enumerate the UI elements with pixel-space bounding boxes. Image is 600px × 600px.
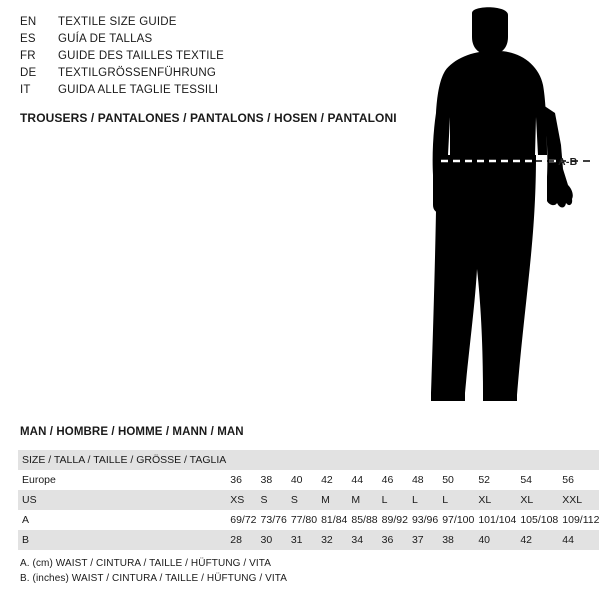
cell: M <box>317 490 347 510</box>
cell <box>257 450 287 470</box>
cell <box>347 450 377 470</box>
row-label: A <box>18 510 226 530</box>
table-row <box>18 510 599 530</box>
row-label: B <box>18 530 226 550</box>
cell: 42 <box>317 470 347 490</box>
cell <box>438 450 474 470</box>
language-title: GUIDA ALLE TAGLIE TESSILI <box>58 84 219 96</box>
table-group-title: MAN / HOMBRE / HOMME / MANN / MAN <box>20 426 244 438</box>
cell: L <box>378 490 408 510</box>
cell: 54 <box>516 470 558 490</box>
cell: 97/100 <box>438 510 474 530</box>
cell: 81/84 <box>317 510 347 530</box>
cell: S <box>287 490 317 510</box>
cell: 77/80 <box>287 510 317 530</box>
cell: 34 <box>347 530 377 550</box>
language-code: EN <box>20 16 37 28</box>
language-row <box>20 14 360 31</box>
language-title: TEXTILE SIZE GUIDE <box>58 16 177 28</box>
language-code: IT <box>20 84 31 96</box>
footnotes <box>20 556 287 586</box>
language-row <box>20 82 360 99</box>
language-row <box>20 65 360 82</box>
cell: XXL <box>558 490 599 510</box>
footnote-a: A. (cm) WAIST / CINTURA / TAILLE / HÜFTUNG / VITA <box>20 558 272 569</box>
language-code: ES <box>20 33 36 45</box>
cell: 38 <box>438 530 474 550</box>
cell <box>378 450 408 470</box>
cell: 38 <box>257 470 287 490</box>
language-row <box>20 48 360 65</box>
language-code: FR <box>20 50 36 62</box>
language-title: GUIDE DES TAILLES TEXTILE <box>58 50 225 62</box>
language-row <box>20 31 360 48</box>
cell: XS <box>226 490 256 510</box>
cell: XL <box>516 490 558 510</box>
cell: 109/112 <box>558 510 599 530</box>
cell: 44 <box>558 530 599 550</box>
language-title: GUÍA DE TALLAS <box>58 33 153 45</box>
cell: 30 <box>257 530 287 550</box>
section-title: TROUSERS / PANTALONES / PANTALONS / HOSEN / PANTALONI <box>20 111 397 125</box>
cell: 73/76 <box>257 510 287 530</box>
cell: 93/96 <box>408 510 438 530</box>
cell: 69/72 <box>226 510 256 530</box>
cell <box>474 450 516 470</box>
cell: 31 <box>287 530 317 550</box>
row-label: Europe <box>18 470 226 490</box>
table-row <box>18 470 599 490</box>
cell: 46 <box>378 470 408 490</box>
cell: 89/92 <box>378 510 408 530</box>
footnote-b: B. (inches) WAIST / CINTURA / TAILLE / HÜFTUNG / VITA <box>20 573 288 584</box>
cell <box>408 450 438 470</box>
cell: M <box>347 490 377 510</box>
cell: 36 <box>378 530 408 550</box>
table-row <box>18 490 599 510</box>
cell: 36 <box>226 470 256 490</box>
trousers-silhouette-figure <box>395 5 595 405</box>
measure-label-ab: A-B <box>558 156 578 168</box>
cell: S <box>257 490 287 510</box>
table-row <box>18 450 599 470</box>
cell: 56 <box>558 470 599 490</box>
cell: 85/88 <box>347 510 377 530</box>
cell: L <box>438 490 474 510</box>
cell: XL <box>474 490 516 510</box>
cell: 105/108 <box>516 510 558 530</box>
cell <box>226 450 256 470</box>
cell <box>516 450 558 470</box>
cell: 52 <box>474 470 516 490</box>
cell: 50 <box>438 470 474 490</box>
cell: 37 <box>408 530 438 550</box>
cell: L <box>408 490 438 510</box>
cell: 28 <box>226 530 256 550</box>
table-row <box>18 530 599 550</box>
language-header-block <box>20 14 360 99</box>
cell: 44 <box>347 470 377 490</box>
size-table <box>18 450 599 550</box>
cell: 40 <box>287 470 317 490</box>
cell <box>287 450 317 470</box>
row-label: US <box>18 490 226 510</box>
language-title: TEXTILGRÖSSENFÜHRUNG <box>58 67 216 79</box>
cell: 101/104 <box>474 510 516 530</box>
cell <box>558 450 599 470</box>
row-label: SIZE / TALLA / TAILLE / GRÖSSE / TAGLIA <box>18 450 226 470</box>
cell: 48 <box>408 470 438 490</box>
cell: 32 <box>317 530 347 550</box>
language-code: DE <box>20 67 37 79</box>
cell: 40 <box>474 530 516 550</box>
cell <box>317 450 347 470</box>
cell: 42 <box>516 530 558 550</box>
